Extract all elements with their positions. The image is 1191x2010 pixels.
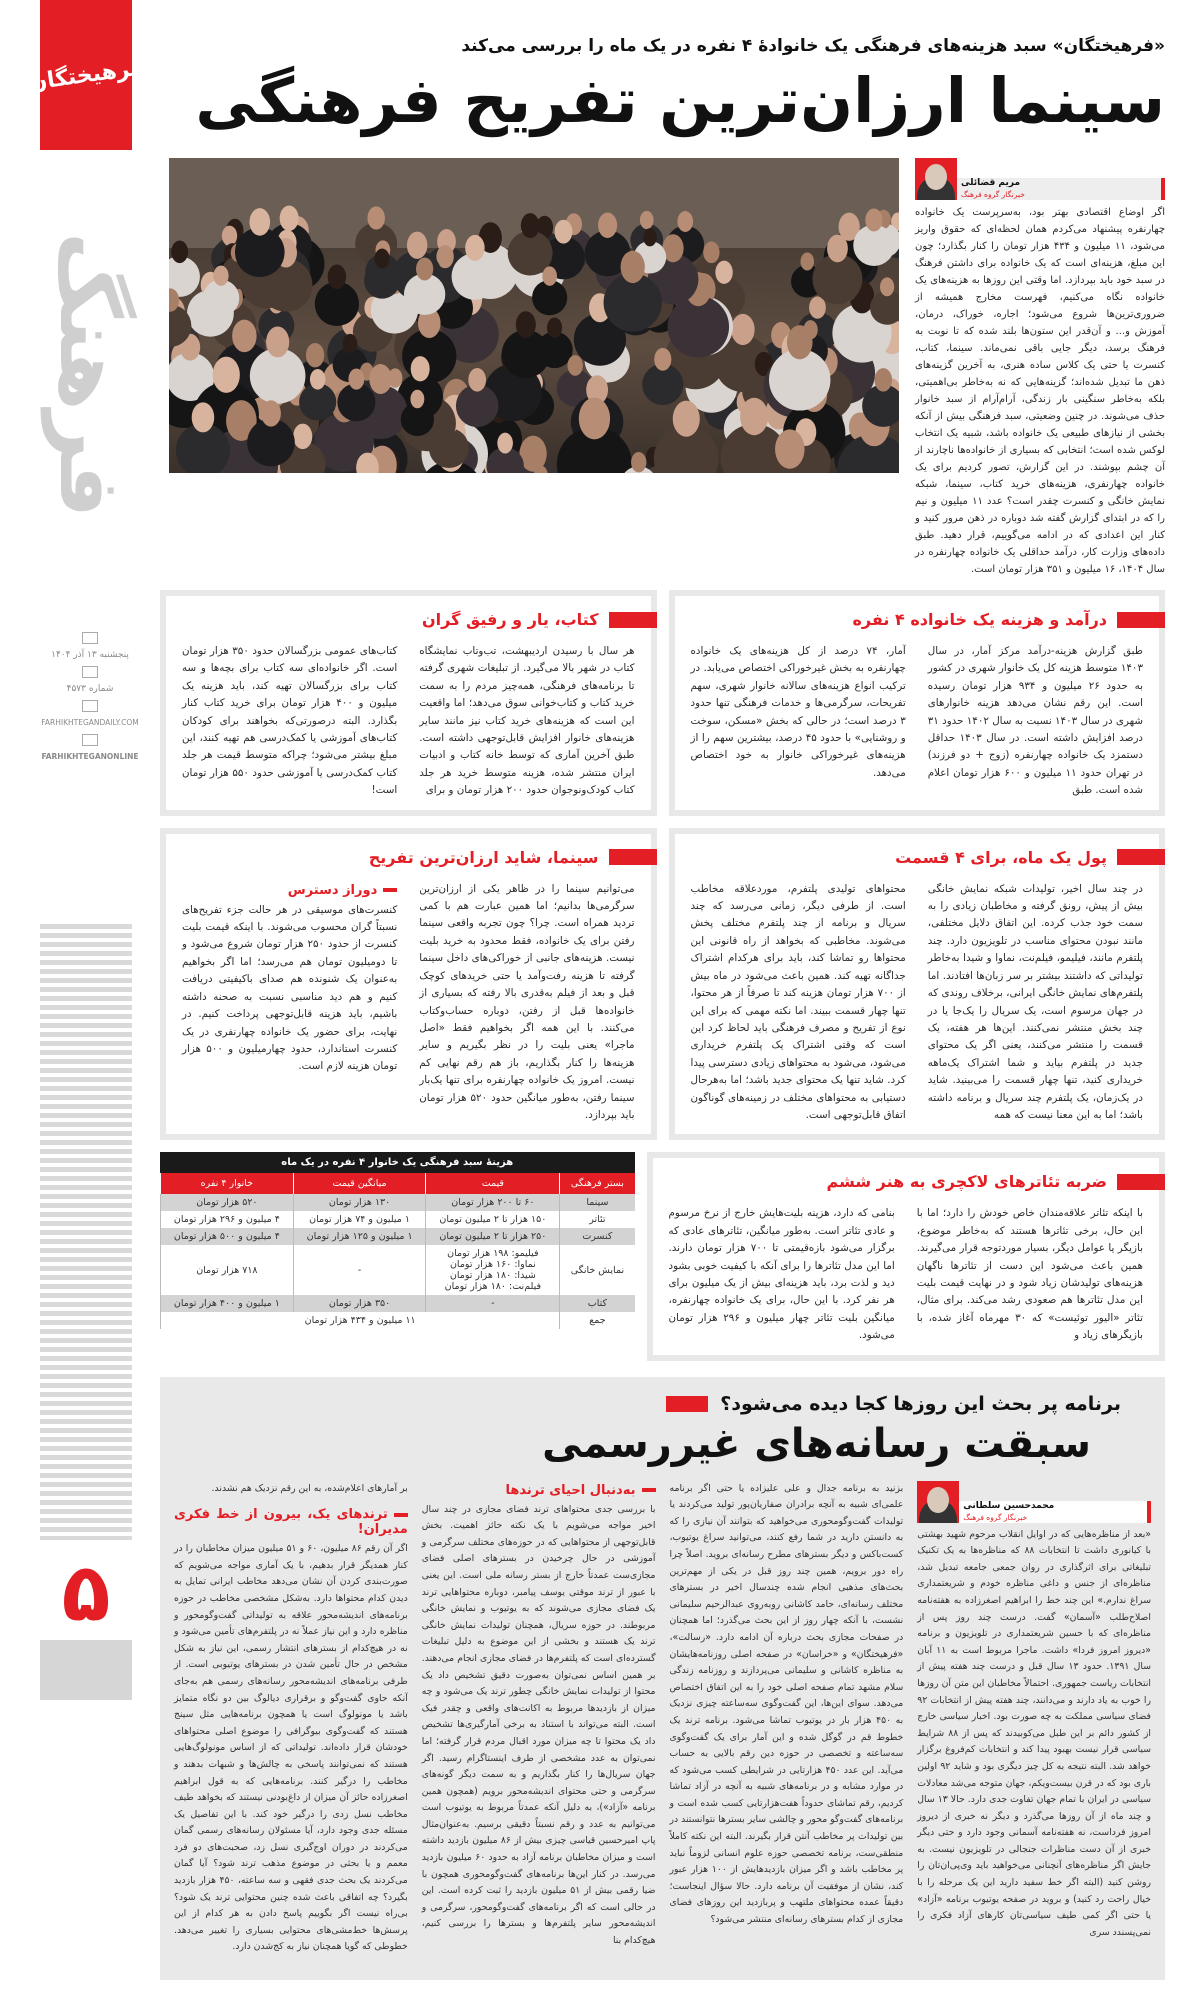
table-cell: - (426, 1295, 560, 1312)
boxes-row-1 (160, 590, 1165, 816)
table-cell: ۱۵۰ هزار تا ۲ میلیون تومان (426, 1211, 560, 1228)
table-cell: ۱ میلیون و ۴۰۰ هزار تومان (161, 1295, 294, 1312)
kicker: «فرهیختگان» سبد هزینه‌های فرهنگی یک خانوادۀ ۴ نفره در یک ماه را بررسی می‌کند (160, 36, 1165, 56)
byline-bar (1147, 1501, 1151, 1523)
cinema-crowd-image (169, 158, 899, 473)
table-row (161, 1295, 635, 1312)
boxes-row-3 (160, 1152, 1165, 1360)
table-cell: تئاتر (560, 1211, 635, 1228)
box-vod (669, 828, 1166, 1141)
table-row (161, 1245, 635, 1295)
col-text: با بررسی جدی محتواهای ترند فضای مجازی در چند سال اخیر مواجه می‌شویم با یک نکته حائز اهمیت. بخش قابل‌توجهی از محتواهایی که در حوزه‌های مختلف سرگرمی و آموزشی در حال چرخیدن در بسترهای اصلی فضای مجازی‌ست عمدتاً خارج از بستر رسانه ملی است. این یعنی با عبور از ترند موقتی یوسف پیامبر، دوباره محتواهایی ترند یک فضای مجازی می‌شوند که به یوتیوب و نمایش خانگی مربوطند. در حوزه سریال، همچنان تولیدات نمایش خانگی ترند یک هستند و بخشی از این موضوع به دلیل تبلیغات گسترده‌ای است که پلتفرم‌ها در فضای مجازی انجام می‌دهند. بر همین اساس نمی‌توان به‌صورت دقیق تشخیص داد یک محتوا از تولیدات نمایش خانگی چطور ترند یک می‌شود و چه میزان از بازدیدها مربوط به اکانت‌های واقعی و چقدر فیک است. البته می‌تواند با استناد به برخی آمارگیری‌ها تشخیص داد یک محتوا تا چه میزان مورد اقبال مردم قرار گرفته؛ اما نمی‌توان به عدد مشخصی از طرف اینستاگرام رسید. اگر جهان سریال‌ها را کنار بگذاریم و به سمت دیگر گونه‌های سرگرمی و حتی محتوای اندیشه‌محور برویم (همچون همین برنامه «آزاد»)، به دلیل آنکه عمدتاً مربوط به یوتیوب است می‌توانیم به عدد و رقم نسبتاً دقیقی برسیم. به‌عنوان‌مثال پاپ امیرحسین قیاسی چیزی بیش از ۸۶ میلیون بازدید داشته است و میزان مخاطبان برنامه آزاد به حدود ۶۰ میلیون بازدید می‌رسد. در کنار این‌ها برنامه‌های گفت‌وگومحوری همچون با ضیا رقمی بیش از ۵۱ میلیون بازدید را ثبت کرده است. این در حالی است که اگر برنامه‌های گفت‌وگومحور، سرگرمی و اندیشه‌محور سایر پلتفرم‌ها و بسترها را بررسی کنیم، هیچ‌کدام بنا (422, 1502, 656, 1950)
author-byline (917, 1481, 1151, 1523)
bottom-col-1 (917, 1481, 1151, 1942)
byline-text (959, 1501, 1147, 1523)
box-col: هر سال با رسیدن اردیبهشت، تب‌وتاب نمایشگاه کتاب در شهر بالا می‌گیرد. از تبلیغات شهری گرفته تا برنامه‌های فرهنگی، همه‌چیز مردم را به سمت خرید کتاب و کتاب‌خوانی سوق می‌دهد؛ اما واقعیت این است که هزینه‌های خرید کتاب نیز مانند سایر هزینه‌های خانوار افزایش قابل‌توجهی داشته است. طبق آخرین آماری که توسط خانه کتاب و ادبیات ایران منتشر شده، هزینه متوسط خرید هر جلد کتاب کودک‌ونوجوان حدود ۲۰۰ هزار تومان و برای (419, 643, 634, 800)
table-cell: فیلیمو: ۱۹۸ هزار تومان نماوا: ۱۶۰ هزار تومان شیدا: ۱۸۰ هزار تومان فیلم‌نت: ۱۸۰ هزار تومان (426, 1245, 560, 1295)
table-cell: ۲۵۰ هزار تا ۲ میلیون تومان (426, 1228, 560, 1245)
author-name: مریم قضائلی (961, 178, 1161, 189)
table-total-row (161, 1312, 635, 1329)
total-label: جمع (560, 1312, 635, 1329)
col-text: اگر آن رقم ۸۶ میلیون، ۶۰ و ۵۱ میلیون میزان مخاطبان را در کنار همدیگر قرار بدهیم، با یک آماری مواجه می‌شویم که صورت‌بندی کردن آن نشان می‌دهد مخاطب ایرانی تمایل به دیدن کدام محتواها دارد. به‌شکل مشخصی مخاطب در حوزه برنامه‌های اندیشه‌محور علاقه به تولیداتی گفت‌وگومحور و مناظره دارد و این نیاز عملاً نه در پلتفرم‌های تأمین می‌شود و نه در هیچ‌کدام از بسترهای انتشار رسمی، این نیاز به شکل مشخص در حال تأمین شدن در بسترهای یوتیوبی است. از طرفی برنامه‌های اندیشه‌محور رسانه‌های رسمی هم به‌جای آنکه حاوی گفت‌وگو و برقراری دیالوگ بین دو نگاه متمایز باشد یا مونولوگ است یا همچون برنامه‌هایی مثل سینج هستند که گفت‌وگوی بیوگرافی را موضوع اصلی محتواهای خودشان قرار داده‌اند. تولیداتی که از اساس مونولوگ‌هایی هستند که نمی‌توانند پاسخی به چالش‌ها و شبهات بدهند و مخاطب را درگیر کنند. برنامه‌هایی که به قول ابراهیم اصغرزاده حائز آن میزان از داغ‌بودنی نیستند که بخواهد طیف مخاطب نسل زدی را درگیر خود کند. با این تفاصیل یک مسئله جدی وجود دارد، آیا مسئولان رسانه‌های رسمی گمان می‌کردند در دوران اوج‌گیری نسل زد، صحبت‌های دو فرد معمم و یا بحثی در موضوع مذهب ترند شود؟ آیا گمان می‌کردند یک بحث جدی فقهی و سه ساعته، ۴۵۰ هزار بازدید بگیرد؟ چه اتفاقی باعث شده چنین محتوایی ترند یک شود؟ بی‌راه نیست اگر بگوییم پاسخ دادن به هر کدام از این پرسش‌ها خط‌مشی‌های محتوایی بسیاری را تغییر می‌دهد. خطوطی که گویا همچنان نیاز به کج‌شدن دارد. (174, 1541, 408, 1956)
box-title: پول یک ماه، برای ۴ قسمت (691, 848, 1166, 867)
table-cell: نمایش خانگی (560, 1245, 635, 1295)
col-header: میانگین قیمت (293, 1173, 426, 1194)
box-income (669, 590, 1166, 816)
subheading: دوراز دسترس (182, 883, 397, 898)
author-role: خبرنگار گروه فرهنگ (963, 1512, 1147, 1523)
col-text: بر آمارهای اعلام‌شده، به این رقم نزدیک هم نشدند. (174, 1481, 408, 1498)
box-col: می‌توانیم سینما را در ظاهر یکی از ارزان‌ترین سرگرمی‌ها بدانیم؛ اما همین عبارت هم با کمی تردید همراه است. چرا؟ چون تجربه واقعی سینما رفتن برای یک خانواده، فقط محدود به خرید بلیت نیست. هزینه‌های جانبی از خوراکی‌های داخل سینما گرفته تا هزینه رفت‌وآمد یا حتی خریدهای کوچک قبل و بعد از فیلم به‌قدری بالا رفته که بسیاری از خانواده‌ها قبل از رفتن، دوباره حساب‌وکتاب می‌کنند. با این همه اگر بخواهیم فقط «اصل ماجرا» یعنی بلیت را در نظر بگیریم و سایر هزینه‌ها را کنار بگذاریم، باز هم رقم نهایی کم نیست. امروز یک خانواده چهارنفره برای تنها یک‌بار سینما رفتن، به‌طور میانگین حدود ۵۲۰ هزار تومان باید بپردازد. (419, 881, 634, 1125)
boxes-row-2 (160, 828, 1165, 1141)
bottom-columns (174, 1481, 1151, 1956)
table-row (161, 1211, 635, 1228)
barcode-icon (82, 666, 98, 678)
qr-code-icon (82, 734, 98, 746)
col-header: خانوار ۴ نفره (161, 1173, 294, 1194)
table-cell: ۱ میلیون و ۷۴ هزار تومان (293, 1211, 426, 1228)
author-byline (915, 158, 1165, 200)
box-cinema (160, 828, 657, 1141)
issue-number: شماره ۴۵۷۳ (32, 682, 148, 696)
box-col: در چند سال اخیر، تولیدات شبکه نمایش خانگی بیش از پیش، رونق گرفته و مخاطبان زیادی را به سمت خود جذب کرده. این اتفاق دلایل مختلفی، مانند نبودن محتوای مناسب در تلویزیون دارد. چند پلتفرم مانند، فیلیمو، فیلم‌نت، نماوا و شیدا به‌خاطر تولیداتی که داشتند بیشتر بر سر زبان‌ها افتادند. اما پلتفرم‌های نمایش خانگی ایرانی، برخلاف روندی که در جهان مرسوم است، یک سریال را یک‌جا یا در چند بخش منتشر نمی‌کنند. این‌ها هر هفته، یک قسمت را منتشر می‌کنند، یعنی اگر یک محتوای جدید در پلتفرم بیاید و شما اشتراک یک‌ماهه خریداری کنید، تنها چهار قسمت را می‌بینید. شاید در یک‌زمان، یک پلتفرم چند سریال و برنامه داشته باشد؛ اما به این معنا نیست که همه (928, 881, 1143, 1125)
website-link[interactable]: FARHIKHTEGANDAILY.COM (32, 716, 148, 730)
author-name: محمدحسین سلطانی (963, 1501, 1147, 1512)
box-col: با اینکه تئاتر علاقه‌مندان خاص خودش را دارد؛ اما با این حال، برخی تئاترها هستند که به‌خاطر موضوع، بازیگر یا عوامل دیگر، بسیار موردتوجه قرار می‌گیرند. همین باعث می‌شود این دست از تئاترها ناگهان هزینه‌های تولیدشان زیاد شود و در نهایت قیمت بلیت این مدل تئاترها هم صعودی رشد می‌کند. برای مثال، تئاتر «الیور توئیست» که ۳۰ مهرماه آغاز شده، با بازیگرهای زیاد و (917, 1205, 1143, 1344)
total-value: ۱۱ میلیون و ۴۳۴ هزار تومان (161, 1312, 560, 1329)
subheading: به‌دنبال احیای ترندها (422, 1483, 656, 1498)
intro-text: اگر اوضاع اقتصادی بهتر بود، به‌سرپرست یک خانواده چهارنفره پیشنهاد می‌کردم همان لحظه‌ای که حقوق واریز می‌شود، ۱۱ میلیون و ۴۳۴ هزار تومان را کنار بگذارد؛ چون این مبلغ، هزینه‌ای است که یک خانواده برای داشتن فرهنگ در سبد خود باید بپردازد. اما وقتی این روزها به هزینه‌های یک خانواده نگاه می‌کنیم، فهرست مخارج همیشه از ضروری‌ترین‌ها شروع می‌شود؛ اجاره، خوراک، درمان، آموزش و... و آن‌قدر این ستون‌ها بلند شده که تا نوبت به فرهنگ برسد، دیگر جایی باقی نمی‌ماند. سینما، کتاب، کنسرت یا حتی یک کلاس ساده هنری، به آخرین گزینه‌های ذهن ما تبدیل شده‌اند؛ گزینه‌هایی که نه به‌خاطر بی‌اهمیتی، بلکه به‌خاطر سنگینی بار زندگی، آرام‌آرام از سبد خانوار حذف می‌شوند. در چنین وضعیتی، سبد فرهنگی بیش از آنکه بخشی از نیازهای طبیعی یک خانواده باشد، شبیه یک انتخاب لوکس شده است؛ انتخابی که بسیاری از خانواده‌ها ناچارند از آن چشم بپوشند. در این گزارش، تصور کردیم برای یک خانواده چهارنفری، هزینه‌های خرید کتاب، سینما، شبکه نمایش خانگی و کنسرت چقدر است؟ عدد ۱۱ میلیون و نیم را که در ابتدای گزارش گفته شد دوباره در ذهن مرور کنید و کنار این اعدادی که در ادامه می‌گوییم، قرار دهید. طبق داده‌های وزارت کار، درآمد حداقلی یک خانواده چهارنفره در سال ۱۴۰۴، ۱۶ میلیون و ۳۵۱ هزار تومان است. (915, 204, 1165, 578)
table-cell: ۴ میلیون و ۵۰۰ هزار تومان (161, 1228, 294, 1245)
subheading: ترندهای یک، بیرون از خط فکری مدیران! (174, 1507, 408, 1537)
byline-text (957, 178, 1161, 200)
box-col: آمار، ۷۴ درصد از کل هزینه‌های یک خانواده چهارنفره به بخش غیرخوراکی اختصاص می‌یابد. در ترکیب انواع هزینه‌های سالانه خانوار شهری، سهم تفریحات، سرگرمی‌ها و خدمات فرهنگی تنها حدود ۳ درصد است؛ در حالی که بخش «مسکن، سوخت و روشنایی» با حدود ۴۵ درصد، بیشترین سهم را از هزینه‌های غیرخوراکی خانوار به خود اختصاص می‌دهد. (691, 643, 906, 800)
col-header: بستر فرهنگی (560, 1173, 635, 1194)
table-cell: - (293, 1245, 426, 1295)
table-row (161, 1228, 635, 1245)
box-book (160, 590, 657, 816)
social-handle[interactable]: FARHIKHTEGANONLINE (32, 750, 148, 764)
intro-column (915, 158, 1165, 578)
box-col: محتواهای تولیدی پلتفرم، موردعلاقه مخاطب است. از طرفی دیگر، زمانی می‌رسد که چند سریال و برنامه از چند پلتفرم مختلف پخش می‌شوند. مخاطبی که بخواهد از راه قانونی این محتواها رو تماشا کند، باید برای هرکدام اشتراک جداگانه تهیه کند. همین باعث می‌شود در ماه بیش از ۷۰۰ هزار تومان هزینه کند تا صرفاً از هر محتوا، تنها چهار قسمت ببیند. اما نکته مهمی که برای این نوع از تفریح و مصرف فرهنگی باید لحاظ کرد این است که وقتی اشتراک یک پلتفرم خریداری می‌شود، می‌شود به محتواهای زیادی دسترسی پیدا کرد. شاید تنها یک محتوای جدید باشد؛ اما به‌هرحال دستیابی به محتواهای مختلف در زمینه‌های گوناگون اتفاق قابل‌توجهی است. (691, 881, 906, 1125)
bottom-article (160, 1377, 1165, 1980)
col-header: قیمت (426, 1173, 560, 1194)
issue-info (32, 628, 148, 764)
box-col: طبق گزارش هزینه-درآمد مرکز آمار، در سال ۱۴۰۳ متوسط هزینه کل یک خانوار شهری در کشور به حدود ۲۶ میلیون و ۹۳۴ هزار تومان رسیده است. این رقم نشان می‌دهد هزینه خانوارهای شهری در سال ۱۴۰۳ نسبت به سال ۱۴۰۲ حدود ۳۱ درصد افزایش داشته است. در سال ۱۴۰۳ حداقل دستمزد یک خانواده چهارنفره (زوج + دو فرزند) در تهران حدود ۱۱ میلیون و ۶۰۰ هزار تومان اعلام شده است. طبق (928, 643, 1143, 800)
cost-table (160, 1152, 635, 1329)
bottom-headline: سبقت رسانه‌های غیررسمی (174, 1421, 1091, 1467)
table-cell: ۵۲۰ هزار تومان (161, 1194, 294, 1211)
author-role: خبرنگار گروه فرهنگ (961, 189, 1161, 200)
box-col: کنسرت‌های موسیقی در هر حالت جزء تفریح‌های نسبتاً گران محسوب می‌شوند. با اینکه قیمت بلیت کنسرت از حدود ۲۵۰ هزار تومان شروع می‌شود و تا دومیلیون تومان هم می‌رسد؛ اما اگر بخواهیم به‌عنوان یک شنونده هم صدای باکیفیتی دریافت کنیم و هم دید مناسبی نسبت به صحنه داشته باشیم، باید هزینه قابل‌توجهی پرداخت کنیم. در نهایت، برای حضور یک خانواده چهارنفری در یک کنسرت استاندارد، حدود چهارمیلیون و ۵۰۰ هزار تومان هزینه لازم است. (182, 902, 397, 1076)
table-cell: ۷۱۸ هزار تومان (161, 1245, 294, 1295)
table-cell: ۶۰ تا ۲۰۰ هزار تومان (426, 1194, 560, 1211)
table-cell: ۳۵۰ هزار تومان (293, 1295, 426, 1312)
table-cell: ۴ میلیون و ۲۹۶ هزار تومان (161, 1211, 294, 1228)
table-row (161, 1194, 635, 1211)
lead-row (160, 158, 1165, 578)
box-col: بنامی که دارد، هزینه بلیت‌هایش خارج از نرخ مرسوم و عادی تئاتر است. به‌طور میانگین، تئاترهای عادی که برگزار می‌شود بازه‌قیمتی تا ۷۰۰ هزار تومان دارند. اما این مدل تئاترها را برای آنکه با کیفیت خوبی بشود دید و لذت برد، باید هزینه‌ای بیش از یک میلیون برای هر نفر کرد. با این حال، برای یک خانواده چهارنفره، میانگین بلیت تئاتر چهار میلیون و ۲۹۶ هزار تومان می‌شود. (669, 1205, 895, 1344)
calendar-icon (82, 632, 98, 644)
box-title: کتاب، یار و رفیق گران (182, 610, 657, 629)
bottom-col-4 (174, 1481, 408, 1956)
box-theater (647, 1152, 1166, 1360)
table-cell: کتاب (560, 1295, 635, 1312)
table-title: هزینۀ سبد فرهنگی یک خانوار ۴ نفره در یک ماه (160, 1152, 635, 1173)
crowd-photo (169, 158, 899, 473)
main-content (160, 0, 1165, 2010)
box-title: ضربه تئاترهای لاکچری به هنر ششم (669, 1172, 1166, 1191)
author-avatar (915, 158, 957, 200)
table-cell: کنسرت (560, 1228, 635, 1245)
newspaper-logo: فرهیختگان (40, 0, 132, 150)
bottom-col-2: بزنید به برنامه جدال و علی علیزاده یا حتی اگر برنامه علمی‌ای شبیه به آنچه برادران صفاریان‌پور تولید می‌کردند یا تولیدات گفت‌وگومحوری می‌خواهید که بتوانند آن نیازی را که به دانستن دارید در شما رفع کنند، می‌توانید سراغ یوتیوب، کست‌باکس و دیگر بسترهای مطرح رسانه‌ای بروید. اصلاً چرا راه دور برویم، همین چند روز قبل در یکی از مهم‌ترین بحث‌های مذهبی انجام شده چندسال اخیر در بسترهای مختلف رسانه‌ای، حامد کاشانی روبه‌روی عبدالرحیم سلیمانی نشست، با آنکه چهار روز از این بحث می‌گذرد؛ اما همچنان در صفحات مجازی بحث درباره آن ادامه دارد. «رسالت»، «فرهیختگان» و «خراسان» در صفحه اصلی روزنامه‌هایشان به مناظره کاشانی و سلیمانی می‌پردازند و روزنامه زندگی سلام مشهد تمام صفحه اصلی خود را به این اتفاق اختصاص می‌دهد. سوای این‌ها، این گفت‌وگوی سه‌ساعته چیزی نزدیک به ۴۵۰ هزار بار در یوتیوب تماشا می‌شود. برنامه ترند یک خطوط قم در گوگل شده و این آمار برای یک گفت‌وگوی سه‌ساعته و تخصصی در حوزه دین رقم بالایی به حساب می‌آید. این عدد ۴۵۰ هزارتایی در شرایطی کسب می‌شود که در موارد مشابه و در برنامه‌های شبیه به آنچه در آزاد تماشا کردیم، رقم تماشای حدوداً هفت‌هزارتایی کسب شده است و برنامه‌های گفت‌وگو محور و چالشی سایر بسترها نتوانستند در بین تولیدات پر مخاطب آنتن قرار بگیرند. البته این نکته کاملاً منطقی‌ست، برنامه تخصصی حوزه علوم انسانی لزوماً نباید پر مخاطب باشد و اگر میزان بازدیدهایش از ۱۰۰ هزار عبور کند، نشان از موفقیت آن برنامه دارد. حالا سؤال اینجاست؛ دقیقاً عمده محتواهای ملتهب و پربازدید این روزهای فضای مجازی از کدام بسترهای رسانه‌ای منتشر می‌شود؟ (670, 1481, 904, 1929)
author-avatar (917, 1481, 959, 1523)
table-cell: ۱۳۰ هزار تومان (293, 1194, 426, 1211)
headline: سینما ارزان‌ترین تفریح فرهنگی (160, 56, 1165, 146)
page-number: ۵ (40, 1545, 132, 1640)
table-cell: سینما (560, 1194, 635, 1211)
bottom-col-3 (422, 1481, 656, 1950)
table-cell: ۱ میلیون و ۱۲۵ هزار تومان (293, 1228, 426, 1245)
issue-date: پنجشنبه ۱۳ آذر ۱۴۰۴ (32, 648, 148, 662)
box-col: کتاب‌های عمومی بزرگسالان حدود ۳۵۰ هزار تومان است. اگر خانواده‌ای سه کتاب برای بچه‌ها و سه کتاب برای بزرگسالان تهیه کند، باید هزینه یک میلیون و ۴۰۰ هزار تومان برای خرید کتاب کنار بگذارد. البته درصورتی‌که بخواهند برای کودکان کتاب‌های آموزشی یا کمک‌درسی هم تهیه کنند، این مبلغ بیشتر می‌شود؛ چراکه متوسط قیمت هر جلد کتاب کمک‌درسی یا آموزشی حدود ۵۵۰ هزار تومان است! (182, 643, 397, 800)
box-title: سینما، شاید ارزان‌ترین تفریح (182, 848, 657, 867)
box-title: درآمد و هزینه یک خانواده ۴ نفره (691, 610, 1166, 629)
decorative-stripes (40, 920, 132, 1540)
section-name-vertical: فرهنگ (20, 230, 160, 520)
table-container (160, 1152, 635, 1360)
byline-bar (1161, 178, 1165, 200)
bottom-kicker: برنامه پر بحث این روزها کجا دیده می‌شود؟ (174, 1393, 1121, 1415)
col-text: «بعد از مناظره‌هایی که در اوایل انقلاب مرحوم شهید بهشتی با کیانوری داشت تا انتخابات ۸۸ که مناظره‌ها به یک تکنیک تبلیغاتی برای اثرگذاری در روان جمعی جامعه تبدیل شد، مناظره‌ای از جنس و داغی مناظره خودم و شریعتمداری سراغ ندارم.» این چند خط را ابراهیم اصغرزاده به هفته‌نامه اصلاح‌طلب «آسمان» گفت. درست چند روز پس از مناظره‌ای که با حسین شریعتمداری در تلویزیون و برنامه «دیروز امروز فردا» داشت. ماجرا مربوط است به ۱۱ آبان سال ۱۳۹۱. حدود ۱۳ سال قبل و درست چند هفته پیش از انتخابات ریاست جمهوری. احتمالاً مخاطبان این متن آن روزها را خوب به یاد دارند و می‌دانند، چند هفته پیش از انتخابات ۹۲ فضای سیاسی مملکت به چه صورت بود. اخبار سیاسی خارج از کشور دائم بر این طبل می‌کوبیدند که پس از ۸۸ شرایط سیاسی قرار نیست بهبود پیدا کند و انتخابات کم‌فروغ برگزار خواهد شد. البته نتیجه به کل چیز دیگری بود و شاید ۹۲ اولین باری بود که در قرن بیست‌ویکم، جهان متوجه می‌شد معادلات سیاسی در ایران با تمام جهان تفاوت جدی دارد. حالا ۱۳ سال و چند ماه از آن روزها می‌گذرد و دیگر نه خبری از دیروز امروز فرداست، نه هفته‌نامه آسمانی وجود دارد و حتی دیگر خبری از آن دست مناظرات جنجالی در تلویزیون نیست. به جایش اگر مناظره‌های آنچنانی می‌خواهید باید وی‌پی‌ان‌تان را روشن کنید (البته اگر خط سفید دارید این یک مرحله را با خیال راحت رد کنید) و بروید در صفحه یوتیوب برنامه «آزاد» یا حتی اگر کمی طیف سیاسی‌تان کارهای آزاد فکری را نمی‌پسندد سری (917, 1527, 1151, 1942)
footer-block (40, 1640, 132, 1700)
website-icon (82, 700, 98, 712)
